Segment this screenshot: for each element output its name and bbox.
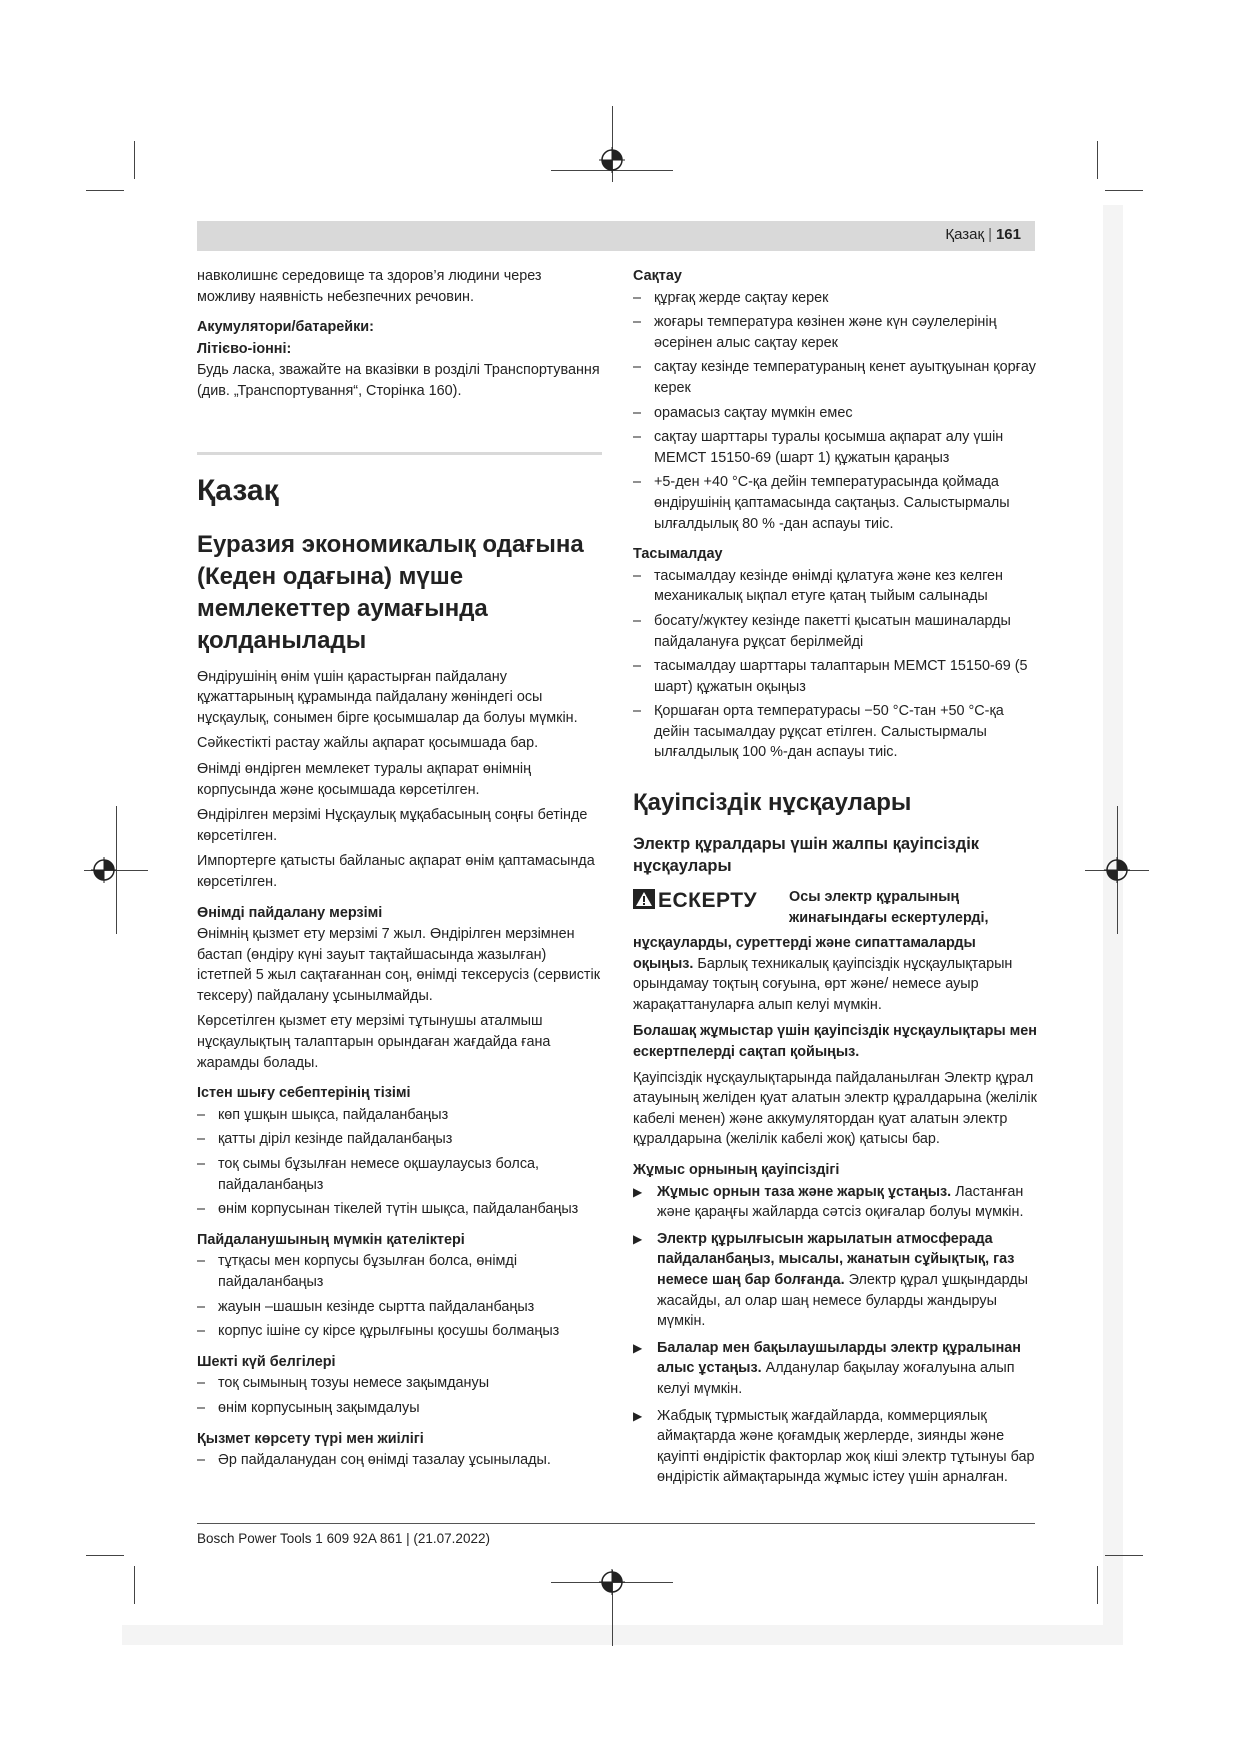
paragraph: Өнімді өндірген мемлекет туралы ақпарат өнімнің корпусында және қосымшада көрсетілген. xyxy=(197,760,532,798)
list-item: – тасымалдау шарттары талаптарын МЕМСТ 15150-69 (5 шарт) құжатын оқыңыз xyxy=(633,656,1038,697)
page-header xyxy=(197,221,1035,251)
list-item: – көп ұшқын шықса, пайдаланбаңыз xyxy=(197,1105,602,1126)
paragraph: Импортерге қатысты байланыс ақпарат өнім қаптамасында көрсетілген. xyxy=(197,853,595,890)
list-item: – сақтау шарттары туралы қосымша ақпарат алу үшін МЕМСТ 15150-69 (шарт 1) құжатын қараңыз xyxy=(633,427,1038,468)
list-item: – тасымалдау кезінде өнімді құлатуға және кез келген механикалық ықпал етуге қатаң тыйым салынады xyxy=(633,566,1038,607)
footer-rule xyxy=(197,1523,1035,1524)
safety-title: Қауіпсіздік нұсқаулары xyxy=(633,789,912,817)
item-bold: Балалар мен бақылаушыларды электр құралынан алыс ұстаңыз. xyxy=(657,1339,1021,1377)
header-language: Қазақ xyxy=(945,226,985,243)
crop-mark xyxy=(1097,141,1098,179)
keep-instructions: Болашақ жұмыстар үшін қауіпсіздік нұсқаулықтары мен ескертпелерді сақтап қойыңыз. xyxy=(633,1023,1037,1061)
header-label xyxy=(945,226,1021,243)
failures-heading: Істен шығу себептерінің тізімі xyxy=(197,1085,411,1102)
right-column xyxy=(633,266,1038,1494)
main-heading: Еуразия экономикалық одағына (Кеден одағына) мүше мемлекеттер аумағында қолданылады xyxy=(197,530,584,654)
workplace-heading: Жұмыс орнының қауіпсіздігі xyxy=(633,1162,840,1178)
crop-mark xyxy=(134,1566,135,1604)
paragraph: Өндірушінің өнім үшін қарастырған пайдалану құжаттарының құрамында пайдалану жөніндегі осы нұсқаулық, сонымен бірге қосымшалар да болуы мүмкін. xyxy=(197,668,578,726)
list-item: – өнім корпусының зақымдалуы xyxy=(197,1398,602,1419)
warning-triangle-icon xyxy=(633,889,655,909)
page-number: 161 xyxy=(995,226,1021,243)
registration-mark-icon xyxy=(1104,857,1130,883)
item-text: Ластанған және қараңғы жайларда сәтсіз оқиғалар болуы мүмкін. xyxy=(657,1183,1024,1221)
footer-text: Bosch Power Tools 1 609 92A 861 | (21.07.2022) xyxy=(197,1531,490,1546)
user-errors-heading: Пайдаланушының мүмкін қателіктері xyxy=(197,1231,465,1248)
warning-block xyxy=(633,887,1038,933)
item-text: Жабдық тұрмыстық жағдайларда, коммерциялық аймақтарда және қоғамдық жерлерде, зиянды және қауіпті өндірістік факторлар жоқ кіші электр тұтынуы бар өндірістік аймақтарында жұмыс істеу үшін арналған. xyxy=(657,1407,1035,1486)
warning-label: ЕСКЕРТУ xyxy=(658,889,758,913)
storage-heading: Сақтау xyxy=(633,268,682,284)
list-item: – жауын –шашын кезінде сыртта пайдаланбаңыз xyxy=(197,1297,602,1318)
list-item xyxy=(633,1229,1038,1332)
crop-mark xyxy=(86,190,124,191)
list-item: – босату/жүктеу кезінде пакетті қысатын машиналарды пайдалануға рұқсат берілмейді xyxy=(633,611,1038,652)
warning-bold: нұсқауларды, суреттерді және сипаттамаларды оқыңыз. xyxy=(633,935,976,972)
general-safety-heading: Электр құралдары үшін жалпы қауіпсіздік нұсқаулары xyxy=(633,835,980,876)
item-bold: Электр құрылғысын жарылатын атмосферада пайдаланбаңыз, мысалы, жанатын сұйықтық, газ немесе шаң бар болғанда. xyxy=(657,1230,1015,1288)
list-item: – құрғақ жерде сақтау керек xyxy=(633,288,1038,309)
list-item: – тұтқасы мен корпусы бұзылған болса, өнімді пайдаланбаңыз xyxy=(197,1251,602,1292)
term-text: Қауіпсіздік нұсқаулықтарында пайдаланылған Электр құрал атауының желіден қуат алатын электр құралдарына (желілік кабелі менен) және аккумулятордан қуат алатын электр құралдарына (желілік кабелі жоқ) қатысы бар. xyxy=(633,1069,1037,1148)
list-item: – жоғары температура көзінен және күн сәулелерінің әсерінен алыс сақтау керек xyxy=(633,312,1038,353)
paragraph: Өндірілген мерзімі Нұсқаулық мұқабасының соңғы бетінде көрсетілген. xyxy=(197,807,588,844)
registration-mark-icon xyxy=(599,1569,625,1595)
list-item: – +5-ден +40 °C-қа дейін температурасында қоймада өндірушінің қаптамасында сақтаңыз. Салыстырмалы ылғалдылық 80 % -дан аспауы тиіс. xyxy=(633,472,1038,534)
service-life-heading: Өнімді пайдалану мерзімі xyxy=(197,904,383,921)
crop-mark xyxy=(1097,1566,1098,1604)
section-divider xyxy=(197,452,602,455)
crop-mark xyxy=(86,1555,124,1556)
list-item: – өнім корпусынан тікелей түтін шықса, пайдаланбаңыз xyxy=(197,1199,602,1220)
list-item xyxy=(633,1406,1038,1488)
warning-head: Осы электр құралының жинағындағы ескертулерді, xyxy=(789,889,989,926)
header-separator: | xyxy=(988,226,992,243)
list-item xyxy=(633,1338,1038,1400)
registration-mark-icon xyxy=(599,147,625,173)
warning-badge xyxy=(633,889,757,912)
list-item: – тоқ сымы бұзылған немесе оқшаулаусыз болса, пайдаланбаңыз xyxy=(197,1154,602,1195)
service-life-text: Өнімнің қызмет ету мерзімі 7 жыл. Өндірілген мерзімнен бастап (өндіру күні зауыт тақтайшасында жазылған) істетпей 5 жыл сақтағаннан соң, өнімді тексерусіз (сервистік тексеру) пайдалану ұсынылмайды. xyxy=(197,926,601,1004)
paragraph: Сәйкестікті растау жайлы ақпарат қосымшада бар. xyxy=(197,735,539,752)
page-shadow xyxy=(122,1625,1122,1645)
registration-mark-icon xyxy=(91,857,117,883)
list-item: – Әр пайдаланудан соң өнімді тазалау ұсынылады. xyxy=(197,1450,602,1471)
list-item xyxy=(633,1182,1038,1223)
liion-heading: Літієво-іонні: xyxy=(197,340,292,357)
left-column xyxy=(197,266,602,1475)
service-life-text: Көрсетілген қызмет ету мерзімі тұтынушы аталмыш нұсқаулықтың талаптарын орындаған жағдайда ғана жарамды болады. xyxy=(197,1013,551,1071)
list-item: – қатты діріл кезінде пайдаланбаңыз xyxy=(197,1129,602,1150)
service-heading: Қызмет көрсету түрі мен жиілігі xyxy=(197,1430,424,1447)
transport-heading: Тасымалдау xyxy=(633,546,723,563)
item-text: Алданулар бақылау жоғалуына алып келуі мүмкін. xyxy=(657,1360,1015,1397)
batteries-heading: Акумулятори/батарейки: xyxy=(197,319,374,336)
item-text: Электр құрал ұшқындарды жасайды, ал олар шаң немесе буларды жандыруы мүмкін. xyxy=(657,1271,1028,1330)
list-item: – Қоршаған орта температурасы −50 °C-тан +50 °C-қа дейін тасымалдау рұқсат етілген. Салыстырмалы ылғалдылық 100 %-дан аспауы тиіс. xyxy=(633,701,1038,763)
page-shadow xyxy=(1103,205,1123,1645)
crop-mark xyxy=(1105,190,1143,191)
item-bold: Жұмыс орнын таза және жарық ұстаңыз. xyxy=(657,1183,952,1200)
crop-mark xyxy=(134,141,135,179)
liion-text: Будь ласка, зважайте на вказівки в розділі Транспортування (див. „Транспортування“, Сторінка 160). xyxy=(197,362,600,399)
list-item: – сақтау кезінде температураның кенет ауытқуынан қорғау керек xyxy=(633,357,1038,398)
list-item: – корпус ішіне су кірсе құрылғыны қосушы болмаңыз xyxy=(197,1321,602,1342)
crop-mark xyxy=(1105,1555,1143,1556)
intro-text: навколишнє середовище та здоров’я людини через можливу наявність небезпечних речовин. xyxy=(197,268,542,305)
list-item: – орамасыз сақтау мүмкін емес xyxy=(633,403,1038,424)
warning-body: Барлық техникалық қауіпсіздік нұсқаулықтарын орындамау тоқтың соғуына, өрт және/ немесе ауыр жарақаттануларға алып келуі мүмкін. xyxy=(633,955,1013,1013)
language-title: Қазақ xyxy=(197,473,279,507)
limit-signs-heading: Шекті күй белгілері xyxy=(197,1353,336,1370)
list-item: – тоқ сымының тозуы немесе зақымдануы xyxy=(197,1373,602,1394)
warning-text xyxy=(633,933,1038,1015)
